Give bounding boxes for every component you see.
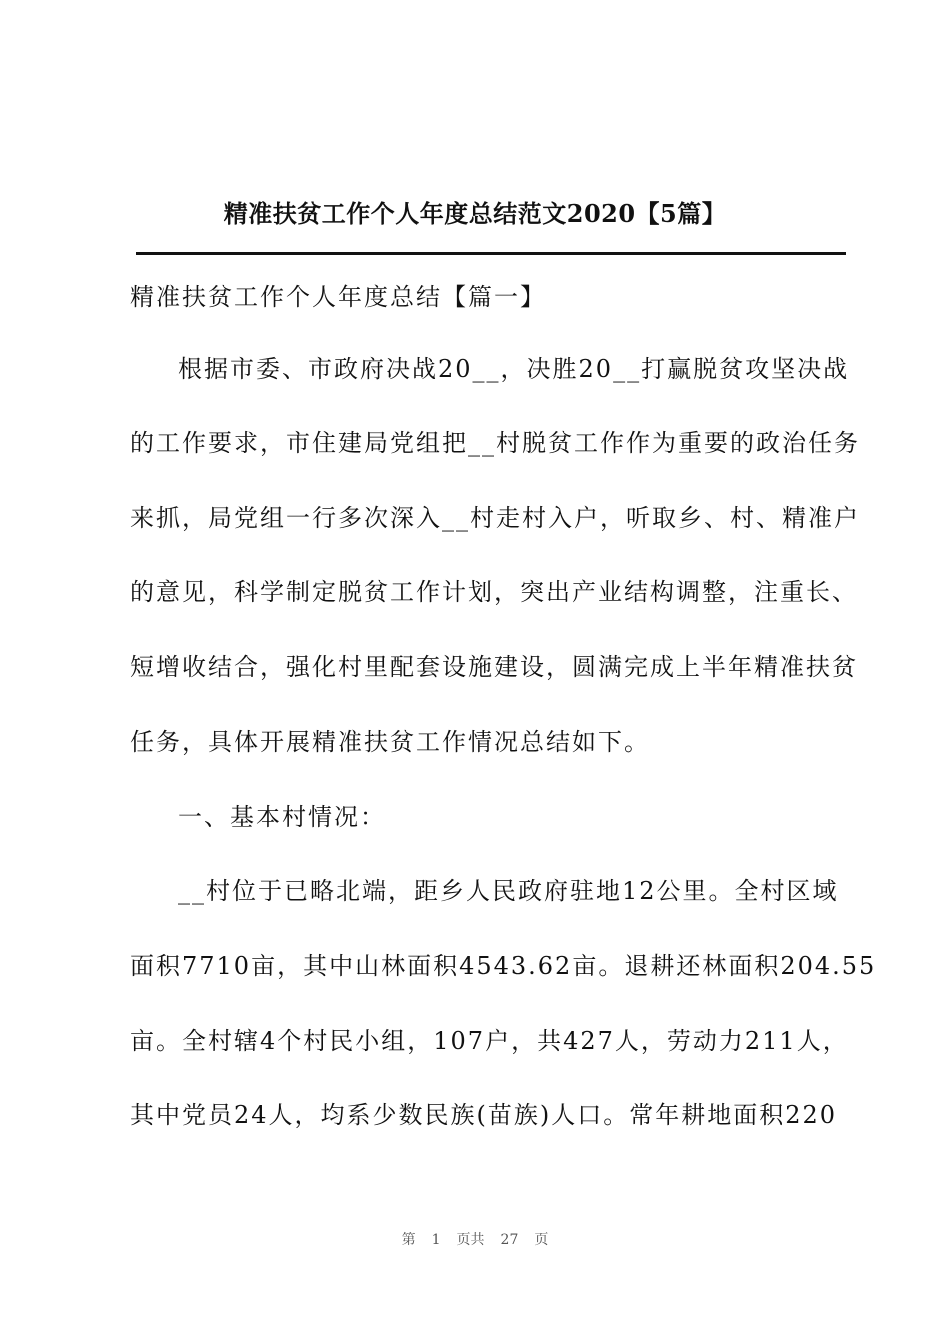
- footer-total-pages: 27: [500, 1232, 519, 1248]
- body-line: 的工作要求，市住建局党组把__村脱贫工作作为重要的政治任务: [130, 429, 860, 457]
- footer-middle: 页共: [456, 1232, 485, 1248]
- footer-suffix: 页: [534, 1232, 549, 1248]
- footer-prefix: 第: [401, 1232, 416, 1248]
- subsection-heading: 一、基本村情况：: [178, 803, 386, 831]
- body-line: 短增收结合，强化村里配套设施建设，圆满完成上半年精准扶贫: [130, 653, 858, 681]
- body-line: 的意见，科学制定脱贫工作计划，突出产业结构调整，注重长、: [130, 578, 858, 606]
- body-line: 任务，具体开展精准扶贫工作情况总结如下。: [130, 728, 650, 756]
- section-heading: 精准扶贫工作个人年度总结【篇一】: [130, 283, 546, 311]
- body-line: 根据市委、市政府决战20__，决胜20__打赢脱贫攻坚决战: [178, 355, 850, 383]
- page-footer: [0, 1229, 950, 1249]
- title-divider: [136, 252, 846, 255]
- footer-page-number: 1: [431, 1232, 441, 1248]
- body-line: 亩。全村辖4个村民小组，107户，共427人，劳动力211人，: [130, 1027, 849, 1055]
- body-line: 其中党员24人，均系少数民族(苗族)人口。常年耕地面积220: [130, 1101, 838, 1129]
- body-line: __村位于已略北端，距乡人民政府驻地12公里。全村区域: [178, 877, 839, 905]
- body-line: 面积7710亩，其中山林面积4543.62亩。退耕还林面积204.55: [130, 952, 877, 980]
- body-line: 来抓，局党组一行多次深入__村走村入户，听取乡、村、精准户: [130, 504, 860, 532]
- document-title: 精准扶贫工作个人年度总结范文2020【5篇】: [223, 199, 727, 228]
